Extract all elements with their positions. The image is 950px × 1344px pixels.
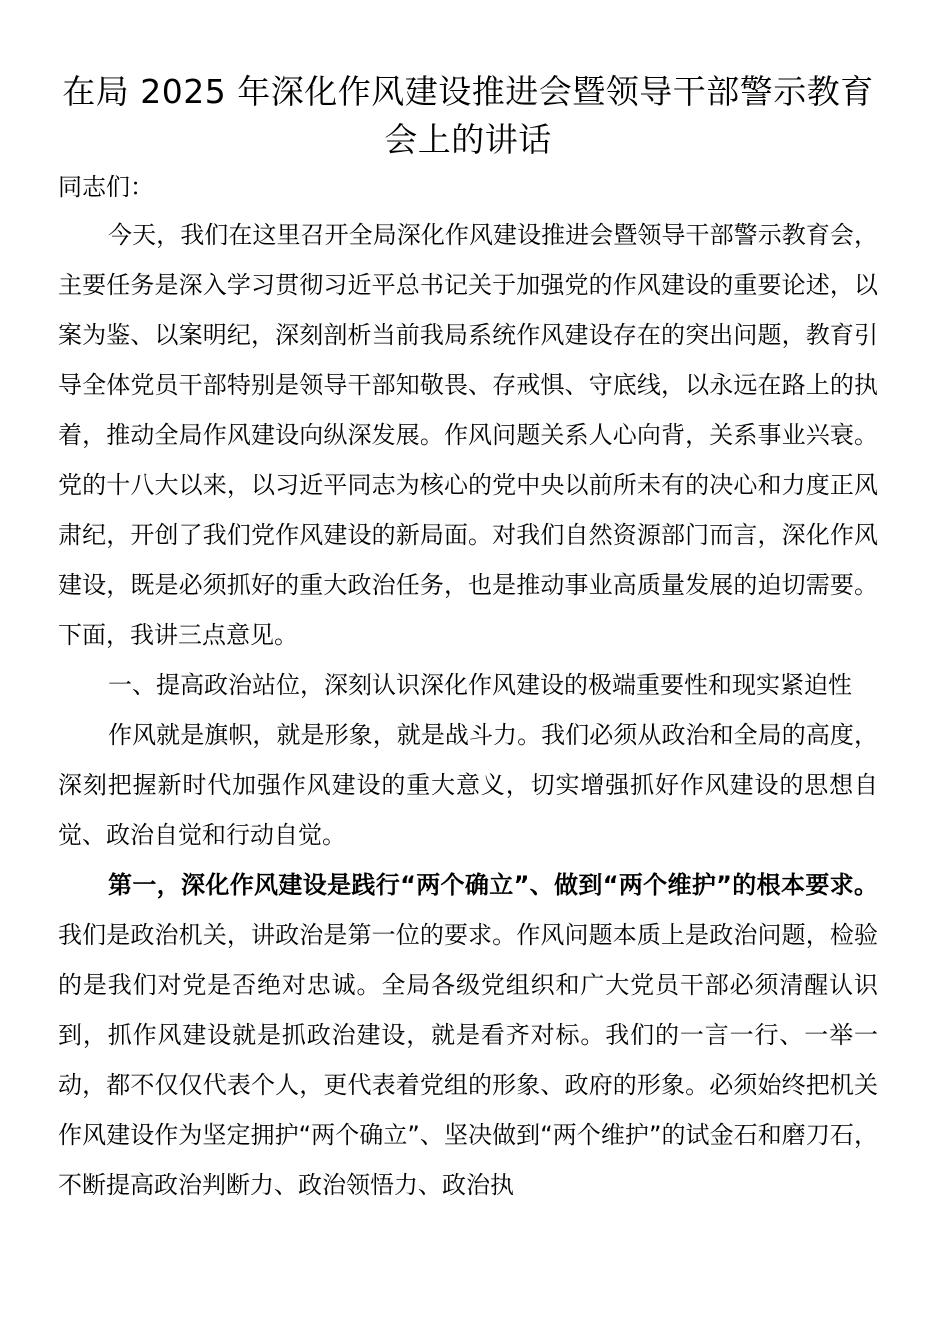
document-title: 在局 2025 年深化作风建设推进会暨领导干部警示教育会上的讲话 (62, 72, 874, 159)
document-page (58, 68, 878, 1210)
point-one-bold-lead: 第一，深化作风建设是践行“两个确立”、做到“两个维护”的根本要求。 (108, 871, 878, 899)
section-one-heading: 一、提高政治站位，深刻认识深化作风建设的极端重要性和现实紧迫性 (108, 671, 852, 699)
salutation: 同志们： (58, 173, 154, 201)
intro-paragraph: 今天，我们在这里召开全局深化作风建设推进会暨领导干部警示教育会，主要任务是深入学习贯彻习近平总书记关于加强党的作风建设的重要论述，以案为鉴、以案明纪，深刻剖析当前我局系统作风建设存在的突出问题，教育引导全体党员干部特别是领导干部知敬畏、存戒惧、守底线，以永远在路上的执着，推动全局作风建设向纵深发展。作风问题关系人心向背，关系事业兴衰。党的十八大以来，以习近平同志为核心的党中央以前所未有的决心和力度正风肃纪，开创了我们党作风建设的新局面。对我们自然资源部门而言，深化作风建设，既是必须抓好的重大政治任务，也是推动事业高质量发展的迫切需要。下面，我讲三点意见。 (58, 221, 878, 649)
section-one-paragraph: 作风就是旗帜，就是形象，就是战斗力。我们必须从政治和全局的高度，深刻把握新时代加强作风建设的重大意义，切实增强抓好作风建设的思想自觉、政治自觉和行动自觉。 (58, 721, 878, 849)
point-one-text: 我们是政治机关，讲政治是第一位的要求。作风问题本质上是政治问题，检验的是我们对党是否绝对忠诚。全局各级党组织和广大党员干部必须清醒认识到，抓作风建设就是抓政治建设，就是看齐对标。我们的一言一行、一举一动，都不仅仅代表个人，更代表着党组的形象、政府的形象。必须始终把机关作风建设作为坚定拥护“两个确立”、坚决做到“两个维护”的试金石和磨刀石，不断提高政治判断力、政治领悟力、政治执 (58, 921, 878, 1199)
point-one-paragraph (58, 860, 878, 1210)
